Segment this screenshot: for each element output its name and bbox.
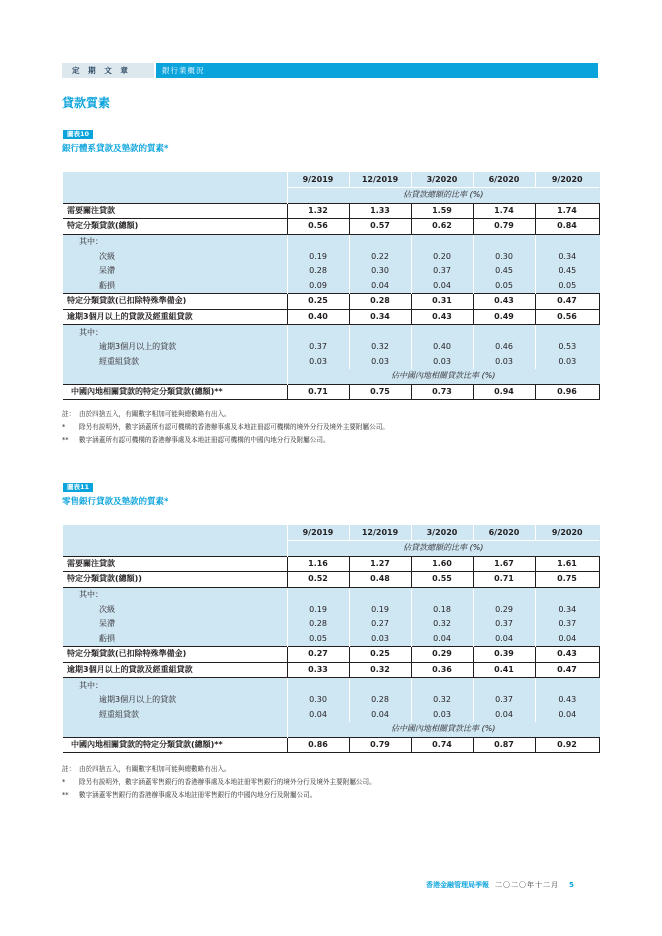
column-header: 9/2019 bbox=[287, 172, 349, 188]
cell-value: 0.04 bbox=[349, 279, 411, 294]
cell-value: 0.71 bbox=[287, 384, 349, 400]
cell-value bbox=[349, 325, 411, 340]
unit-label: 佔貸款總額的比率 (%) bbox=[287, 541, 599, 557]
cell-value: 0.04 bbox=[411, 632, 473, 647]
cell-value: 0.48 bbox=[349, 572, 411, 588]
cell-value: 1.74 bbox=[535, 203, 599, 219]
cell-value: 0.75 bbox=[349, 384, 411, 400]
note-marker: * bbox=[62, 778, 66, 786]
cell-value: 1.27 bbox=[349, 556, 411, 572]
cell-value bbox=[535, 234, 599, 249]
cell-value: 0.32 bbox=[349, 340, 411, 355]
table-row bbox=[63, 617, 599, 632]
table-row bbox=[63, 264, 599, 279]
cell-value: 0.46 bbox=[473, 340, 535, 355]
unit-blank-cell bbox=[63, 541, 287, 557]
table-row bbox=[63, 249, 599, 264]
table-row bbox=[63, 647, 599, 663]
cell-value bbox=[411, 325, 473, 340]
note-marker: ** bbox=[62, 436, 69, 444]
footer-date: 二〇二〇年十二月 bbox=[495, 881, 559, 889]
cell-value: 0.25 bbox=[287, 294, 349, 310]
cell-value: 1.59 bbox=[411, 203, 473, 219]
cell-value: 0.45 bbox=[535, 264, 599, 279]
cell-value: 0.73 bbox=[411, 384, 473, 400]
cell-value: 0.40 bbox=[411, 340, 473, 355]
row-label: 特定分類貸款(已扣除特殊準備金) bbox=[63, 647, 287, 663]
mainland-row bbox=[63, 737, 599, 753]
row-label: 特定分類貸款(總額)) bbox=[63, 572, 287, 588]
table-row bbox=[63, 340, 599, 355]
cell-value: 0.34 bbox=[535, 602, 599, 617]
note-marker: ** bbox=[62, 791, 69, 799]
cell-value: 0.45 bbox=[473, 264, 535, 279]
cell-value: 0.04 bbox=[473, 632, 535, 647]
cell-value: 0.09 bbox=[287, 279, 349, 294]
cell-value: 0.27 bbox=[287, 647, 349, 663]
cell-value: 1.67 bbox=[473, 556, 535, 572]
column-header: 9/2020 bbox=[535, 525, 599, 541]
unit-row bbox=[63, 541, 599, 557]
row-label: 需要關注貸款 bbox=[63, 203, 287, 219]
cell-value: 0.86 bbox=[287, 737, 349, 753]
table-row bbox=[63, 309, 599, 325]
cell-value: 0.30 bbox=[473, 249, 535, 264]
cell-value: 0.03 bbox=[411, 708, 473, 723]
row-label: 呆滯 bbox=[99, 266, 115, 276]
cell-value: 1.60 bbox=[411, 556, 473, 572]
cell-value: 0.03 bbox=[287, 355, 349, 370]
unit-label: 佔中國內地相關貸款比率 (%) bbox=[287, 722, 599, 737]
cell-value: 0.62 bbox=[411, 219, 473, 235]
cell-value: 0.87 bbox=[473, 737, 535, 753]
note-text: 數字涵蓋零售銀行的香港辦事處及本地註冊零售銀行的中國內地分行及附屬公司。 bbox=[79, 791, 317, 799]
cell-value bbox=[473, 678, 535, 693]
cell-value: 1.16 bbox=[287, 556, 349, 572]
cell-value: 0.79 bbox=[473, 219, 535, 235]
cell-value: 0.04 bbox=[287, 708, 349, 723]
cell-value: 0.94 bbox=[473, 384, 535, 400]
note-text: 由於四捨五入，有關數字相加可能與總數略有出入。 bbox=[79, 765, 231, 773]
cell-value: 0.56 bbox=[535, 309, 599, 325]
cell-value: 0.49 bbox=[473, 309, 535, 325]
cell-value: 0.03 bbox=[349, 355, 411, 370]
cell-value: 0.43 bbox=[535, 693, 599, 708]
cell-value: 0.04 bbox=[473, 708, 535, 723]
row-label: 經重組貸款 bbox=[99, 709, 139, 719]
cell-value: 0.32 bbox=[411, 693, 473, 708]
chart-number-chip: 圖表10 bbox=[63, 130, 93, 139]
cell-value: 0.37 bbox=[473, 693, 535, 708]
cell-value: 0.34 bbox=[349, 309, 411, 325]
table-row bbox=[63, 632, 599, 647]
cell-value: 0.43 bbox=[473, 294, 535, 310]
note-line bbox=[62, 789, 376, 802]
column-header: 6/2020 bbox=[473, 525, 535, 541]
cell-value: 0.75 bbox=[535, 572, 599, 588]
note-text: 由於四捨五入，有關數字相加可能與總數略有出入。 bbox=[79, 410, 231, 418]
cell-value: 0.29 bbox=[473, 602, 535, 617]
cell-value bbox=[287, 234, 349, 249]
note-marker: 註： bbox=[62, 410, 76, 418]
cell-value: 0.30 bbox=[349, 264, 411, 279]
row-label: 虧損 bbox=[99, 280, 115, 290]
row-label: 逾期3個月以上的貸款及經重組貸款 bbox=[63, 662, 287, 678]
table-row bbox=[63, 355, 599, 370]
cell-value: 0.03 bbox=[535, 355, 599, 370]
cell-value: 0.55 bbox=[411, 572, 473, 588]
table-header-row bbox=[63, 525, 599, 541]
column-header: 9/2020 bbox=[535, 172, 599, 188]
table-title: 零售銀行貸款及墊款的質素* bbox=[62, 497, 169, 507]
cell-value: 0.37 bbox=[411, 264, 473, 279]
column-header: 6/2020 bbox=[473, 172, 535, 188]
column-header: 12/2019 bbox=[349, 172, 411, 188]
row-label: 需要關注貸款 bbox=[63, 556, 287, 572]
cell-value: 0.37 bbox=[473, 617, 535, 632]
row-label: 經重組貸款 bbox=[99, 356, 139, 366]
cell-value: 0.32 bbox=[411, 617, 473, 632]
row-label: 中國內地相關貸款的特定分類貸款(總額)** bbox=[63, 737, 287, 753]
cell-value bbox=[535, 325, 599, 340]
cell-value: 0.20 bbox=[411, 249, 473, 264]
cell-value bbox=[473, 325, 535, 340]
cell-value: 0.03 bbox=[411, 355, 473, 370]
cell-value: 0.57 bbox=[349, 219, 411, 235]
table-row bbox=[63, 678, 599, 693]
page-header bbox=[62, 63, 598, 78]
cell-value: 0.28 bbox=[349, 693, 411, 708]
cell-value: 0.36 bbox=[411, 662, 473, 678]
row-label: 逾期3個月以上的貸款 bbox=[99, 342, 177, 352]
unit-blank-cell bbox=[63, 722, 287, 737]
cell-value: 0.25 bbox=[349, 647, 411, 663]
row-label: 其中： bbox=[79, 327, 103, 337]
cell-value bbox=[411, 234, 473, 249]
unit-row bbox=[63, 188, 599, 204]
cell-value: 0.40 bbox=[287, 309, 349, 325]
cell-value bbox=[349, 234, 411, 249]
cell-value: 0.31 bbox=[411, 294, 473, 310]
row-label: 特定分類貸款(已扣除特殊準備金) bbox=[63, 294, 287, 310]
table-row bbox=[63, 693, 599, 708]
row-label: 次級 bbox=[99, 604, 115, 614]
table-row bbox=[63, 662, 599, 678]
unit-row bbox=[63, 369, 599, 384]
note-text: 數字涵蓋所有認可機構的香港辦事處及本地註冊認可機構的中國內地分行及附屬公司。 bbox=[79, 436, 330, 444]
note-line bbox=[62, 434, 389, 447]
table-row bbox=[63, 556, 599, 572]
note-line bbox=[62, 421, 389, 434]
row-label: 其中： bbox=[79, 237, 103, 247]
cell-value: 0.33 bbox=[287, 662, 349, 678]
cell-value: 0.28 bbox=[349, 294, 411, 310]
table-row bbox=[63, 234, 599, 249]
row-label: 中國內地相關貸款的特定分類貸款(總額)** bbox=[63, 384, 287, 400]
row-label: 次級 bbox=[99, 251, 115, 261]
cell-value bbox=[535, 678, 599, 693]
cell-value bbox=[411, 678, 473, 693]
unit-blank-cell bbox=[63, 188, 287, 204]
table-notes bbox=[62, 763, 376, 802]
cell-value: 0.18 bbox=[411, 602, 473, 617]
cell-value: 0.28 bbox=[287, 617, 349, 632]
cell-value: 0.53 bbox=[535, 340, 599, 355]
table-row bbox=[63, 325, 599, 340]
table-row bbox=[63, 708, 599, 723]
header-article-label: 銀行業概況 bbox=[156, 63, 598, 78]
cell-value: 0.47 bbox=[535, 662, 599, 678]
cell-value: 1.33 bbox=[349, 203, 411, 219]
page-footer bbox=[426, 880, 574, 890]
footer-publication: 香港金融管理局季報 bbox=[426, 881, 489, 889]
cell-value bbox=[473, 234, 535, 249]
cell-value bbox=[411, 587, 473, 602]
table-row bbox=[63, 219, 599, 235]
cell-value: 0.29 bbox=[411, 647, 473, 663]
header-section-label: 定 期 文 章 bbox=[62, 63, 156, 78]
chart-number-chip: 圖表11 bbox=[63, 483, 93, 492]
cell-value: 0.19 bbox=[349, 602, 411, 617]
cell-value bbox=[349, 678, 411, 693]
page-number: 5 bbox=[569, 881, 574, 889]
note-line bbox=[62, 408, 389, 421]
row-label: 特定分類貸款(總額) bbox=[63, 219, 287, 235]
table-notes bbox=[62, 408, 389, 447]
cell-value: 0.52 bbox=[287, 572, 349, 588]
note-marker: 註： bbox=[62, 765, 76, 773]
row-label: 逾期3個月以上的貸款 bbox=[99, 695, 177, 705]
table-row bbox=[63, 294, 599, 310]
column-header: 3/2020 bbox=[411, 525, 473, 541]
cell-value: 0.03 bbox=[349, 632, 411, 647]
cell-value bbox=[535, 587, 599, 602]
note-line bbox=[62, 776, 376, 789]
header-blank-cell bbox=[63, 525, 287, 541]
cell-value bbox=[349, 587, 411, 602]
cell-value bbox=[287, 325, 349, 340]
loan-quality-table-banking bbox=[63, 172, 600, 400]
cell-value: 0.39 bbox=[473, 647, 535, 663]
table-title: 銀行體系貸款及墊款的質素* bbox=[62, 144, 169, 154]
cell-value bbox=[287, 678, 349, 693]
table-row bbox=[63, 279, 599, 294]
table-row bbox=[63, 602, 599, 617]
mainland-row bbox=[63, 384, 599, 400]
row-label: 呆滯 bbox=[99, 619, 115, 629]
cell-value bbox=[473, 587, 535, 602]
cell-value: 0.43 bbox=[411, 309, 473, 325]
note-line bbox=[62, 763, 376, 776]
cell-value: 0.05 bbox=[473, 279, 535, 294]
cell-value: 0.74 bbox=[411, 737, 473, 753]
cell-value: 0.04 bbox=[535, 632, 599, 647]
section-title: 貸款質素 bbox=[62, 96, 111, 110]
cell-value: 0.43 bbox=[535, 647, 599, 663]
cell-value: 0.03 bbox=[473, 355, 535, 370]
cell-value: 1.32 bbox=[287, 203, 349, 219]
cell-value: 0.05 bbox=[535, 279, 599, 294]
cell-value: 0.47 bbox=[535, 294, 599, 310]
cell-value: 0.56 bbox=[287, 219, 349, 235]
note-text: 除另有説明外，數字涵蓋所有認可機構的香港辦事處及本地註冊認可機構的境外分行及境外主要附屬公司。 bbox=[79, 423, 389, 431]
unit-label: 佔中國內地相關貸款比率 (%) bbox=[287, 369, 599, 384]
cell-value: 0.04 bbox=[411, 279, 473, 294]
row-label: 逾期3個月以上的貸款及經重組貸款 bbox=[63, 309, 287, 325]
cell-value: 0.19 bbox=[287, 249, 349, 264]
cell-value: 0.32 bbox=[349, 662, 411, 678]
cell-value: 0.37 bbox=[287, 340, 349, 355]
header-blank-cell bbox=[63, 172, 287, 188]
cell-value: 0.96 bbox=[535, 384, 599, 400]
note-text: 除另有説明外，數字涵蓋零售銀行的香港辦事處及本地註冊零售銀行的境外分行及境外主要附屬公司。 bbox=[79, 778, 376, 786]
cell-value: 0.27 bbox=[349, 617, 411, 632]
unit-label: 佔貸款總額的比率 (%) bbox=[287, 188, 599, 204]
cell-value: 0.04 bbox=[349, 708, 411, 723]
cell-value: 0.04 bbox=[535, 708, 599, 723]
cell-value: 0.41 bbox=[473, 662, 535, 678]
cell-value: 0.05 bbox=[287, 632, 349, 647]
cell-value: 0.84 bbox=[535, 219, 599, 235]
row-label: 其中： bbox=[79, 590, 103, 600]
row-label: 虧損 bbox=[99, 633, 115, 643]
cell-value: 0.92 bbox=[535, 737, 599, 753]
cell-value: 0.28 bbox=[287, 264, 349, 279]
cell-value: 0.34 bbox=[535, 249, 599, 264]
cell-value: 0.19 bbox=[287, 602, 349, 617]
table-row bbox=[63, 572, 599, 588]
cell-value: 0.22 bbox=[349, 249, 411, 264]
table-header-row bbox=[63, 172, 599, 188]
unit-row bbox=[63, 722, 599, 737]
column-header: 9/2019 bbox=[287, 525, 349, 541]
row-label: 其中： bbox=[79, 680, 103, 690]
cell-value: 0.37 bbox=[535, 617, 599, 632]
loan-quality-table-retail bbox=[63, 525, 600, 753]
column-header: 12/2019 bbox=[349, 525, 411, 541]
table-row bbox=[63, 587, 599, 602]
unit-blank-cell bbox=[63, 369, 287, 384]
column-header: 3/2020 bbox=[411, 172, 473, 188]
cell-value: 0.79 bbox=[349, 737, 411, 753]
table-row bbox=[63, 203, 599, 219]
cell-value: 1.74 bbox=[473, 203, 535, 219]
cell-value: 0.71 bbox=[473, 572, 535, 588]
cell-value: 1.61 bbox=[535, 556, 599, 572]
cell-value: 0.30 bbox=[287, 693, 349, 708]
cell-value bbox=[287, 587, 349, 602]
note-marker: * bbox=[62, 423, 66, 431]
